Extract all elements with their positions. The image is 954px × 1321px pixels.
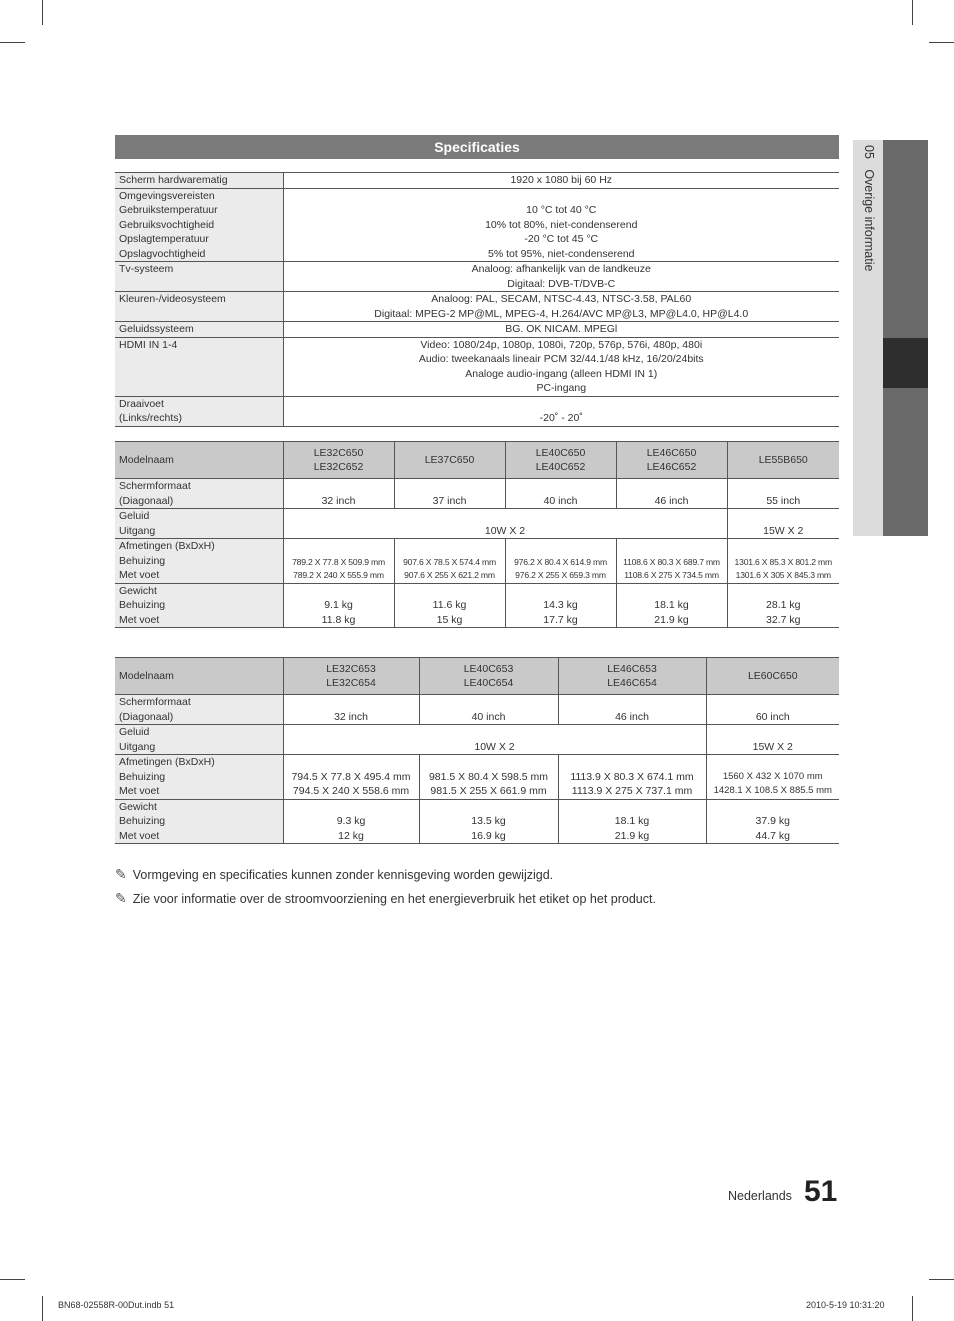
spec-label-line: Omgevingsvereisten [119, 189, 215, 202]
spec-value [283, 262, 839, 292]
model-label: Modelnaam [115, 658, 283, 695]
note-1 [115, 866, 553, 883]
screen-size-row [115, 479, 839, 509]
weight-value-line: 28.1 kg [766, 599, 801, 611]
model-name [616, 442, 727, 479]
dimensions-value [419, 755, 558, 800]
weight-value-line: 17.7 kg [543, 613, 578, 626]
screen-size-row [115, 695, 839, 725]
weight-row [115, 799, 839, 844]
pencil-icon: ✎ [115, 890, 127, 906]
spec-label-line: Gebruiksvochtigheid [119, 218, 215, 231]
spec-label-line: Tv-systeem [119, 263, 174, 275]
spec-label-line: Geluidssysteem [119, 323, 194, 335]
screen-size-label-line: Schermformaat [119, 696, 191, 708]
spec-label-line: Opslagvochtigheid [119, 247, 206, 260]
screen-size-value: 32 inch [283, 695, 419, 725]
sound-output-label-line: Geluid [119, 726, 150, 738]
weight-value [419, 799, 558, 844]
page-number: 51 [804, 1175, 838, 1208]
weight-value-line: 13.5 kg [471, 815, 506, 827]
dimensions-value-line: 1560 X 432 X 1070 mm [722, 770, 823, 782]
note-2 [115, 890, 656, 907]
spec-value [283, 173, 839, 189]
dimensions-value [706, 755, 839, 800]
pencil-icon: ✎ [115, 866, 127, 882]
model-name-line: LE40C652 [535, 461, 586, 473]
section-tab-label [862, 145, 876, 271]
spec-value-line: Analoog: afhankelijk van de landkeuze [471, 263, 651, 275]
spec-label-line: Gebruikstemperatuur [119, 204, 218, 216]
screen-size-label [115, 479, 283, 509]
dimensions-label [115, 755, 283, 800]
dimensions-value-line: 976.2 X 255 X 659.3 mm [515, 570, 606, 580]
model-name-line: LE40C650 [535, 446, 586, 459]
section-tab-marker [883, 338, 928, 388]
dimensions-value-line: 1301.6 X 305 X 845.3 mm [735, 570, 831, 580]
spec-value-line: 10% tot 80%, niet-condenserend [485, 218, 638, 231]
dimensions-value-line: 789.2 X 240 X 555.9 mm [293, 570, 384, 580]
spec-row [115, 337, 839, 396]
dimensions-value-line: 981.5 X 255 X 661.9 mm [430, 785, 547, 797]
spec-label-line: Scherm hardwarematig [119, 174, 228, 186]
weight-value-line: 11.8 kg [321, 613, 356, 626]
screen-size-label-line: (Diagonaal) [119, 494, 174, 507]
spec-label [115, 396, 283, 426]
spec-value-line: Video: 1080/24p, 1080p, 1080i, 720p, 576p, 576i, 480p, 480i [420, 338, 703, 351]
weight-row [115, 583, 839, 628]
spec-row [115, 262, 839, 292]
spec-value-line: Analoge audio-ingang (alleen HDMI IN 1) [465, 367, 658, 380]
spec-value-line: Digitaal: DVB-T/DVB-C [507, 277, 616, 290]
dimensions-value-line: 1108.6 X 275 X 734.5 mm [624, 570, 719, 580]
weight-value-line: 16.9 kg [471, 829, 506, 842]
crop-mark [0, 1279, 25, 1280]
spec-value-line: Analoog: PAL, SECAM, NTSC-4.43, NTSC-3.58, PAL60 [431, 293, 692, 305]
dimensions-label-line: Afmetingen (BxDxH) [119, 540, 215, 552]
spec-row [115, 322, 839, 338]
footer-language: Nederlands [728, 1189, 792, 1203]
sound-output-value: 15W X 2 [763, 524, 804, 537]
weight-value-line: 32.7 kg [766, 613, 801, 626]
model-name [727, 442, 839, 479]
dimensions-value-line: 981.5 X 80.4 X 598.5 mm [428, 770, 549, 783]
sound-output-label [115, 509, 283, 539]
spec-value-line: PC-ingang [536, 382, 587, 394]
crop-mark [42, 1296, 43, 1321]
dimensions-value [558, 755, 706, 800]
weight-value-line: 9.3 kg [336, 815, 366, 827]
spec-row [115, 173, 839, 189]
screen-size-value: 40 inch [419, 695, 558, 725]
weight-label [115, 799, 283, 844]
dimensions-label-line: Afmetingen (BxDxH) [119, 756, 215, 768]
spec-label [115, 262, 283, 292]
weight-label-line: Met voet [119, 613, 160, 626]
screen-size-value: 40 inch [505, 479, 616, 509]
spec-value [283, 188, 839, 262]
weight-value-line: 44.7 kg [755, 829, 790, 842]
weight-value-line: 12 kg [338, 829, 364, 842]
dimensions-value-line: 789.2 X 77.8 X 509.9 mm [292, 556, 385, 567]
sound-output-value: 10W X 2 [283, 725, 706, 755]
spec-value [283, 396, 839, 426]
dimensions-value [616, 539, 727, 584]
dimensions-label-line: Met voet [119, 569, 160, 581]
note-text: Vormgeving en specificaties kunnen zonder kennisgeving worden gewijzigd. [132, 868, 554, 882]
print-file: BN68-02558R-00Dut.indb 51 [58, 1300, 175, 1310]
crop-mark [0, 42, 25, 43]
spec-label [115, 292, 283, 322]
weight-value [706, 799, 839, 844]
model-row [115, 658, 839, 695]
weight-value-line: 21.9 kg [654, 613, 689, 626]
weight-value [616, 583, 727, 628]
dimensions-value-line: 1428.1 X 108.5 X 885.5 mm [713, 785, 832, 796]
model-name [706, 658, 839, 695]
spec-label-line: HDMI IN 1-4 [119, 338, 178, 351]
dimensions-row [115, 755, 839, 800]
model-name [505, 442, 616, 479]
model-row [115, 442, 839, 479]
weight-label-line: Gewicht [119, 584, 157, 597]
model-name [283, 658, 419, 695]
model-name-line: LE32C652 [313, 461, 364, 473]
weight-value [394, 583, 505, 628]
weight-label-line: Behuizing [119, 599, 166, 611]
sound-output-label-line: Uitgang [119, 524, 156, 537]
dimensions-value-line: 794.5 X 240 X 558.6 mm [292, 785, 410, 797]
weight-value-line: 37.9 kg [755, 815, 790, 827]
weight-value [283, 799, 419, 844]
section-name: Overige informatie [862, 169, 876, 272]
spec-label-line: Kleuren-/videosysteem [119, 293, 226, 305]
model-spec-table-2 [115, 657, 839, 844]
spec-value-line: BG. OK NICAM. MPEGl [505, 323, 618, 335]
spec-label [115, 322, 283, 338]
screen-size-value: 46 inch [558, 695, 706, 725]
dimensions-value-line: 976.2 X 80.4 X 614.9 mm [514, 556, 607, 567]
crop-mark [42, 0, 43, 25]
dimensions-value-line: 794.5 X 77.8 X 495.4 mm [291, 770, 411, 783]
spec-value [283, 322, 839, 338]
page-title: Specificaties [115, 135, 839, 159]
note-text: Zie voor informatie over de stroomvoorziening en het energieverbruik het etiket op het product. [132, 892, 656, 906]
model-name-line: LE46C652 [646, 461, 697, 473]
crop-mark [912, 1296, 913, 1321]
screen-size-value: 32 inch [283, 479, 394, 509]
sound-output-value: 15W X 2 [752, 740, 793, 753]
crop-mark [929, 42, 954, 43]
dimensions-value [505, 539, 616, 584]
print-timestamp: 2010-5-19 10:31:20 [806, 1300, 885, 1310]
model-name-line: LE32C653 [326, 662, 376, 675]
sound-output-label [115, 725, 283, 755]
spec-value [283, 337, 839, 396]
spec-label [115, 337, 283, 396]
spec-label-line: (Links/rechts) [119, 412, 183, 424]
dimensions-value [283, 539, 394, 584]
weight-value [727, 583, 839, 628]
spec-value-line: 10 °C tot 40 °C [526, 204, 597, 216]
spec-value-line: -20˚ - 20˚ [539, 412, 583, 424]
sound-output-row [115, 509, 839, 539]
model-name [283, 442, 394, 479]
dimensions-value-line: 1113.9 X 80.3 X 674.1 mm [570, 770, 694, 783]
weight-value-line: 21.9 kg [614, 829, 650, 842]
screen-size-value: 55 inch [766, 494, 801, 507]
weight-value [558, 799, 706, 844]
weight-value [283, 583, 394, 628]
model-name-line: LE37C650 [424, 453, 475, 466]
general-spec-table [115, 172, 839, 427]
model-name-line: LE46C653 [607, 662, 657, 675]
model-name-line: LE32C650 [313, 446, 364, 459]
screen-size-label [115, 695, 283, 725]
weight-label-line: Behuizing [119, 815, 166, 827]
weight-value-line: 15 kg [436, 613, 463, 626]
screen-size-value: 37 inch [394, 479, 505, 509]
spec-value [283, 292, 839, 322]
spec-value-line: 5% tot 95%, niet-condenserend [487, 247, 635, 260]
dimensions-label-line: Behuizing [119, 770, 166, 783]
weight-value [505, 583, 616, 628]
model-name-line: LE40C653 [463, 662, 514, 675]
sound-output-label-line: Uitgang [119, 740, 156, 753]
spec-value-line: Audio: tweekanaals lineair PCM 32/44.1/48 kHz, 16/20/24bits [418, 353, 704, 365]
model-spec-table-1 [115, 441, 839, 628]
spec-value-line: 1920 x 1080 bij 60 Hz [510, 174, 613, 186]
model-name [394, 442, 505, 479]
spec-row [115, 292, 839, 322]
weight-label [115, 583, 283, 628]
sound-output-label-line: Geluid [119, 510, 150, 522]
screen-size-value: 46 inch [616, 479, 727, 509]
spec-label-line: Opslagtemperatuur [119, 233, 209, 245]
model-name-line: LE46C650 [646, 446, 697, 459]
spec-label [115, 188, 283, 262]
dimensions-label-line: Met voet [119, 785, 160, 797]
spec-label-line: Draaivoet [119, 397, 164, 410]
crop-mark [929, 1279, 954, 1280]
weight-value-line: 18.1 kg [614, 815, 650, 827]
dimensions-value [727, 539, 839, 584]
model-name-line: LE32C654 [326, 677, 376, 689]
model-label: Modelnaam [115, 442, 283, 479]
spec-row [115, 396, 839, 426]
model-name [419, 658, 558, 695]
weight-value-line: 18.1 kg [654, 599, 689, 611]
section-number: 05 [862, 145, 876, 159]
screen-size-value: 60 inch [755, 710, 790, 723]
model-name-line: LE46C654 [607, 677, 657, 689]
weight-value-line: 14.3 kg [543, 599, 578, 611]
weight-value-line: 11.6 kg [432, 599, 467, 611]
model-name-line: LE60C650 [747, 669, 798, 682]
weight-label-line: Gewicht [119, 800, 157, 813]
spec-value-line: Digitaal: MPEG-2 MP@ML, MPEG-4, H.264/AVC MP@L3, MP@L4.0, HP@L4.0 [374, 307, 749, 320]
screen-size-label-line: (Diagonaal) [119, 710, 174, 723]
screen-size-label-line: Schermformaat [119, 480, 191, 492]
dimensions-label-line: Behuizing [119, 554, 166, 567]
dimensions-value-line: 1301.6 X 85.3 X 801.2 mm [734, 556, 832, 567]
dimensions-row [115, 539, 839, 584]
model-name-line: LE40C654 [463, 677, 514, 689]
weight-label-line: Met voet [119, 829, 160, 842]
dimensions-value-line: 907.6 X 78.5 X 574.4 mm [403, 556, 496, 567]
dimensions-label [115, 539, 283, 584]
spec-label [115, 173, 283, 189]
sound-output-row [115, 725, 839, 755]
dimensions-value [283, 755, 419, 800]
dimensions-value [394, 539, 505, 584]
dimensions-value-line: 1113.9 X 275 X 737.1 mm [571, 785, 693, 797]
dimensions-value-line: 1108.6 X 80.3 X 689.7 mm [623, 556, 720, 567]
model-name-line: LE55B650 [758, 453, 808, 466]
sound-output-value: 10W X 2 [283, 509, 727, 539]
spec-row [115, 188, 839, 262]
crop-mark [912, 0, 913, 25]
dimensions-value-line: 907.6 X 255 X 621.2 mm [404, 570, 495, 580]
model-name [558, 658, 706, 695]
spec-value-line: -20 °C tot 45 °C [524, 233, 599, 245]
weight-value-line: 9.1 kg [324, 599, 353, 611]
